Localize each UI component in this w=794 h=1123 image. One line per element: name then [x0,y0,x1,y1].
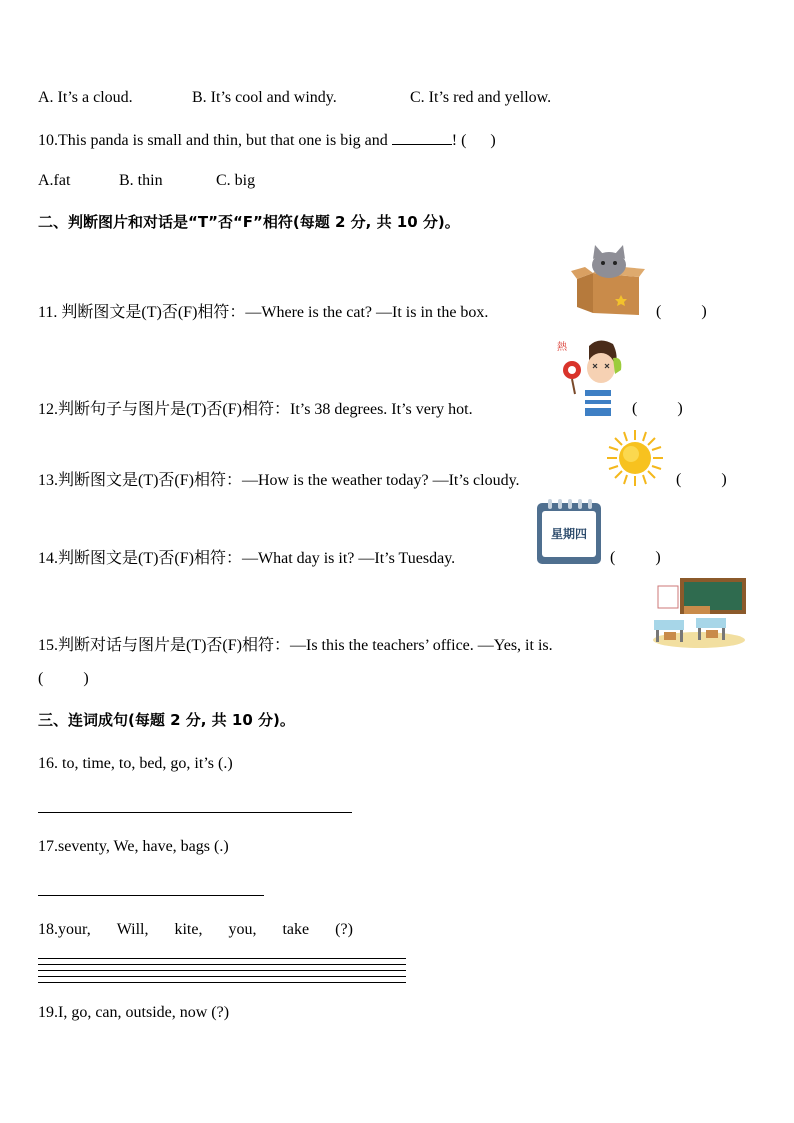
q18-answer-line-4[interactable] [38,976,406,977]
q11-text: 11. 判断图文是(T)否(F)相符：—Where is the cat? —It is in the box. [38,304,489,321]
q13-text: 13.判断图文是(T)否(F)相符：—How is the weather today? —It’s cloudy. [38,472,520,489]
calendar-day-label: 星期四 [550,527,588,541]
q18-answer-line-5[interactable] [38,982,406,983]
q10-stem-before: 10.This panda is small and thin, but that one is big and [38,132,392,149]
q18-answer-line-2[interactable] [38,964,406,965]
q13-answer-parens[interactable]: ( ) [676,471,727,488]
q9-option-c: C. It’s red and yellow. [410,89,552,106]
q15-text: 15.判断对话与图片是(T)否(F)相符：—Is this the teachers’ office. —Yes, it is. [38,637,553,654]
q18-word: you, [228,921,257,938]
q10-stem [38,130,496,151]
q19-text: 19.I, go, can, outside, now (?) [38,1004,230,1021]
q16-text: 16. to, time, to, bed, go, it’s (.) [38,755,233,772]
q9-option-a: A. It’s a cloud. [38,89,133,106]
q18-word: 18.your, [38,921,91,938]
q11-answer-parens[interactable]: ( ) [656,303,707,320]
hot-girl-icon [555,334,625,416]
cat-in-box-icon [571,243,646,318]
q17-text: 17.seventy, We, have, bags (.) [38,838,229,855]
q10-option-c: C. big [216,172,256,189]
classroom-icon [650,576,748,650]
q18-text [38,920,379,940]
q10-option-b: B. thin [119,172,163,189]
q10-options [38,171,438,191]
q10-option-a: A.fat [38,172,71,189]
q18-answer-line-3[interactable] [38,970,406,971]
q18-word: take [282,921,310,938]
q10-blank[interactable] [392,130,452,145]
q17-answer-line[interactable] [38,895,264,896]
q18-word: (?) [335,921,353,938]
q12-text: 12.判断句子与图片是(T)否(F)相符：It’s 38 degrees. It’s very hot. [38,401,473,418]
q12-answer-parens[interactable]: ( ) [632,400,683,417]
q18-word: kite, [174,921,203,938]
q15-answer-parens[interactable]: ( ) [38,670,89,687]
q18-word: Will, [116,921,149,938]
sun-icon [605,428,665,488]
hot-label: 熱 [557,342,567,353]
q9-options [38,88,738,108]
q14-answer-parens[interactable]: ( ) [610,549,661,566]
section2-heading: 二、判断图片和对话是“T”否“F”相符(每题 2 分, 共 10 分)。 [38,213,460,231]
q14-text: 14.判断图文是(T)否(F)相符：—What day is it? —It’s Tuesday. [38,550,456,567]
q16-answer-line[interactable] [38,812,352,813]
calendar-icon [536,497,602,565]
q9-option-b: B. It’s cool and windy. [192,89,337,106]
q10-stem-after: ! ( ) [451,132,496,149]
section3-heading: 三、连词成句(每题 2 分, 共 10 分)。 [38,711,295,729]
q18-answer-line-1[interactable] [38,958,406,959]
